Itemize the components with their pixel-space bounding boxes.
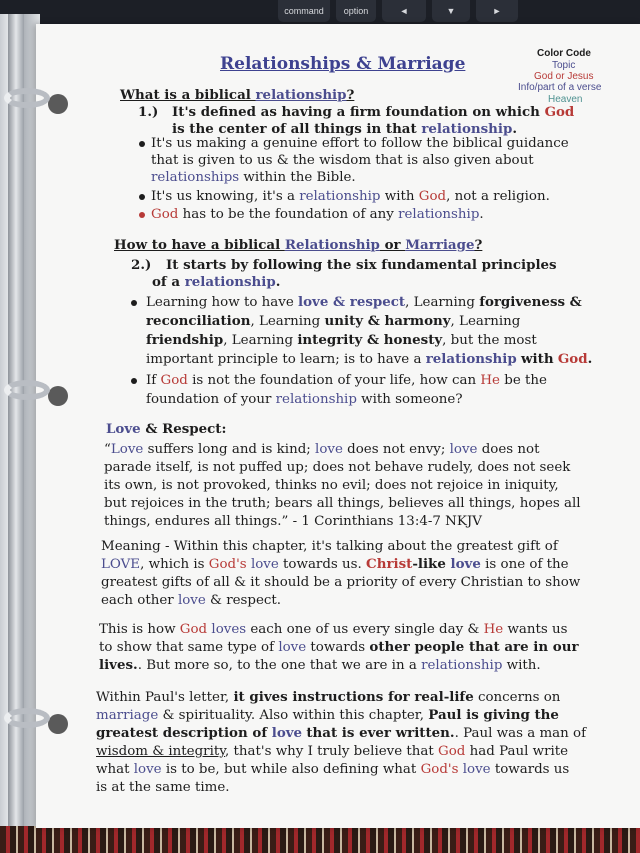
meaning-line-2: LOVE, which is God's love towards us. Christ-like love is one of the <box>101 556 569 572</box>
section2-bullet1-line2: reconciliation, Learning unity & harmony, Learning <box>146 313 521 329</box>
keyboard-strip <box>0 0 640 26</box>
verse-line-4: but rejoices in the truth; bears all things, believes all things, hopes all <box>104 496 581 511</box>
section1-bullet1-line1: It's us making a genuine effort to follow the biblical guidance <box>151 136 569 151</box>
section2-point-number: 2.) <box>131 257 152 273</box>
punch-hole-bottom <box>48 714 68 734</box>
color-code-info-verse: Info/part of a verse <box>518 82 602 93</box>
section1-point-number: 1.) <box>138 104 159 120</box>
bullet-dot <box>139 194 145 200</box>
bullet-dot <box>139 212 145 218</box>
paul-letter-line-3: greatest description of love that is ever written.. Paul was a man of <box>96 725 587 741</box>
section2-heading: How to have a biblical Relationship or Marriage? <box>114 237 483 253</box>
key-right-arrow: ► <box>476 0 518 22</box>
color-code-heaven: Heaven <box>548 94 583 105</box>
section1-point-line2: is the center of all things in that relationship. <box>172 121 518 137</box>
meaning-line-3: greatest gifts of all & it should be a priority of every Christian to show <box>101 575 581 590</box>
meaning-line-4: each other love & respect. <box>101 593 282 608</box>
section1-heading: What is a biblical relationship? <box>120 87 355 103</box>
bullet-dot <box>131 378 137 384</box>
how-god-loves-line-2: to show that same type of love towards other people that are in our <box>99 639 579 655</box>
verse-line-1: “Love suffers long and is kind; love does not envy; love does not <box>104 442 540 457</box>
section1-point-line1: It's defined as having a firm foundation on which God <box>172 104 575 120</box>
punch-hole-top <box>48 94 68 114</box>
key-down-arrow: ▼ <box>432 0 470 22</box>
punch-hole-middle <box>48 386 68 406</box>
key-option: option <box>336 0 376 22</box>
section1-bullet1-line3: relationships within the Bible. <box>151 170 356 185</box>
how-god-loves-line-1: This is how God loves each one of us every single day & He wants us <box>99 622 568 637</box>
color-code-heading: Color Code <box>537 48 591 59</box>
verse-line-2: parade itself, is not puffed up; does not behave rudely, does not seek <box>104 460 571 475</box>
meaning-line-1: Meaning - Within this chapter, it's talking about the greatest gift of <box>101 539 558 554</box>
color-code-god-or-jesus: God or Jesus <box>534 71 594 82</box>
section1-bullet3: God has to be the foundation of any relationship. <box>151 207 484 222</box>
bullet-dot <box>139 141 145 147</box>
binder-ring-top <box>4 88 50 108</box>
key-left-arrow: ◄ <box>382 0 426 22</box>
section2-point-line1: It starts by following the six fundamental principles <box>166 257 557 273</box>
rug <box>0 826 640 853</box>
binder-ring-bottom <box>4 708 50 728</box>
paul-letter-line-5: what love is to be, but while also defining what God's love towards us <box>96 762 570 777</box>
section2-bullet2-line1: If God is not the foundation of your life, how can He be the <box>146 373 547 388</box>
section2-point-line2: of a relationship. <box>152 274 281 290</box>
paul-letter-line-1: Within Paul's letter, it gives instructions for real-life concerns on <box>96 689 561 705</box>
verse-line-3: its own, is not provoked, thinks no evil; does not rejoice in iniquity, <box>104 478 559 493</box>
key-command: command <box>278 0 330 22</box>
paul-letter-line-6: is at the same time. <box>96 780 230 795</box>
bullet-dot <box>131 300 137 306</box>
color-code-topic: Topic <box>552 60 576 71</box>
section2-bullet1-line3: friendship, Learning integrity & honesty, but the most <box>146 332 537 348</box>
page-title: Relationships & Marriage <box>220 54 466 74</box>
section1-bullet1-line2: that is given to us & the wisdom that is also given about <box>151 153 534 168</box>
verse-line-5: things, endures all things.” - 1 Corinthians 13:4-7 NKJV <box>104 514 482 529</box>
how-god-loves-line-3: lives.. But more so, to the one that we are in a relationship with. <box>99 657 541 673</box>
paul-letter-line-4: wisdom & integrity, that's why I truly believe that God had Paul write <box>96 744 569 759</box>
paul-letter-line-2: marriage & spirituality. Also within this chapter, Paul is giving the <box>96 707 559 723</box>
binder-ring-middle <box>4 380 50 400</box>
section2-bullet2-line2: foundation of your relationship with someone? <box>146 392 463 407</box>
section2-bullet1-line1: Learning how to have love & respect, Learning forgiveness & <box>146 294 582 310</box>
section2-bullet1-line4: important principle to learn; is to have a relationship with God. <box>146 351 593 367</box>
section1-bullet2: It's us knowing, it's a relationship with God, not a religion. <box>151 189 550 204</box>
love-respect-heading: Love & Respect: <box>106 421 227 437</box>
